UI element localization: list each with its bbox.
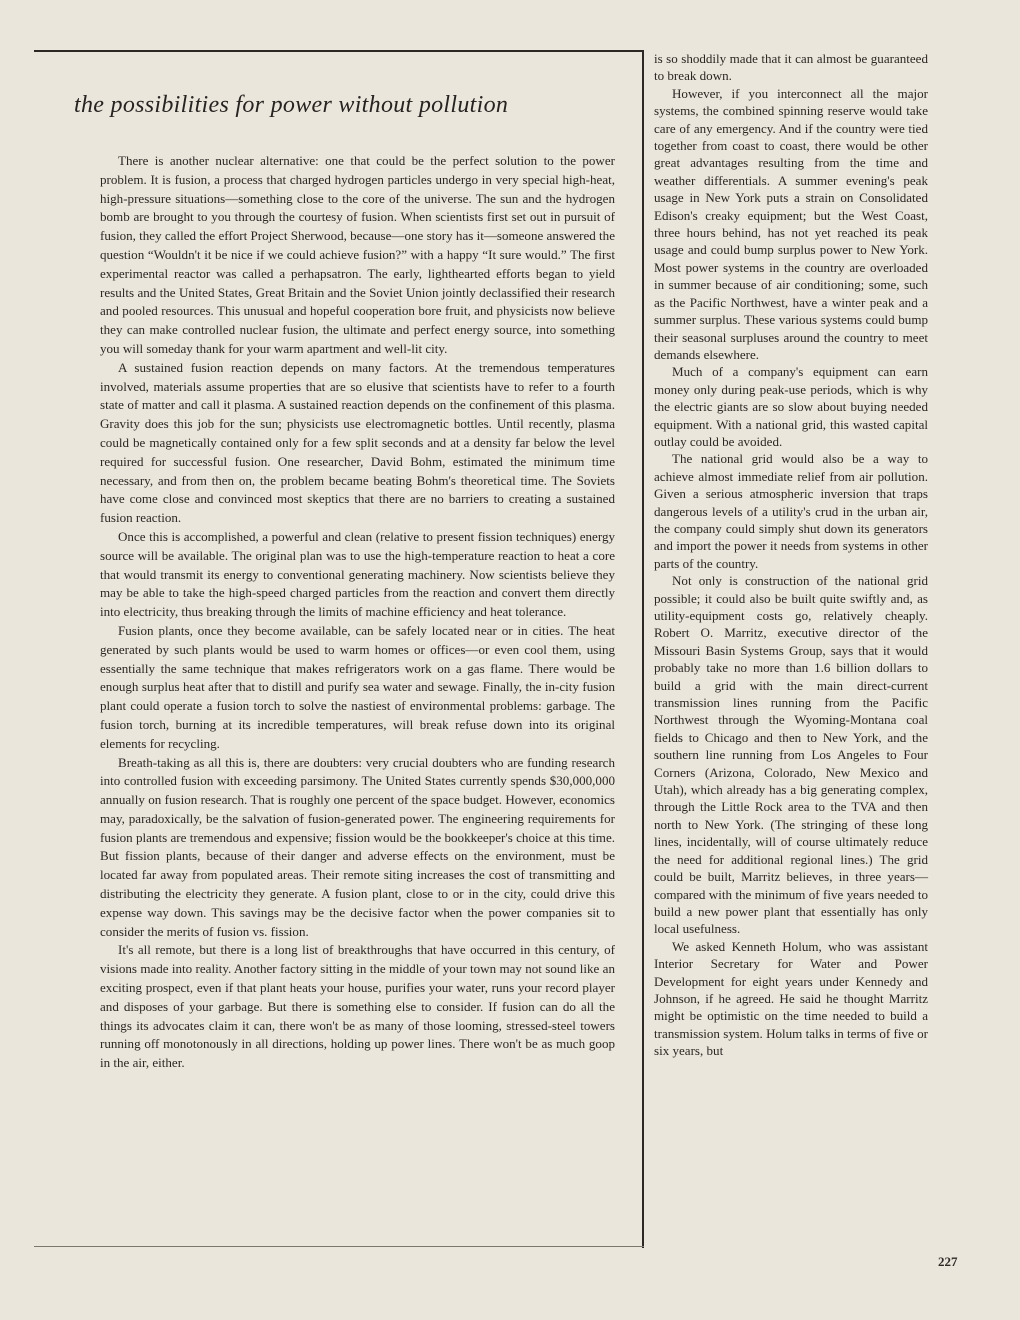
left-paragraph-2: A sustained fusion reaction depends on many factors. At the tremendous temperatures involved, materials assume properties that are so elusive that scientists have to refer to a fourth state of matter and call it plasma. A sustained reaction depends on the confinement of this plasma. Gravity does this job for the sun; physicists use electromagnetic bottles. Until recently, plasma could be magnetically contained only for a few split seconds and at a density far below the level required for successful fusion. One researcher, David Bohm, estimated the minimum time necessary, and from then on, the problem became beating Bohm's theoretical time. The Soviets have come close and convinced most skeptics that there are no barriers to creating a sustained fusion reaction. bbox=[100, 359, 615, 526]
right-paragraph-5: We asked Kenneth Holum, who was assistant Interior Secretary for Water and Power Development for eight years under Kennedy and Johnson, if he agreed. He said he thought Marritz might be optimistic on the time needed to build a transmission system. Holum talks in terms of five or six years, but bbox=[654, 938, 928, 1059]
page-number: 227 bbox=[938, 1254, 958, 1269]
column-divider-rule bbox=[642, 50, 644, 1248]
right-continuation: is so shoddily made that it can almost be guaranteed to break down. bbox=[654, 51, 928, 84]
left-paragraph-4: Fusion plants, once they become available, can be safely located near or in cities. The heat generated by such plants would be used to warm homes or offices—or even cool them, using essentially the same technique that makes refrigerators work on a gas flame. There would be enough surplus heat after that to distill and purify sea water and sewage. Finally, the in-city fusion plant could operate a fusion torch to solve the nastiest of environmental problems: garbage. The fusion torch, burning at its incredible temperatures, will break refuse down into its original elements for recycling. bbox=[100, 622, 615, 751]
right-paragraph-1: However, if you interconnect all the major systems, the combined spinning reserve would take care of any emergency. And if the country were tied together from coast to coast, there would be other great advantages resulting from the time and weather differentials. A summer evening's peak usage in New York puts a strain on Consolidated Edison's creaky equipment; but the West Coast, three hours behind, has not yet reached its peak usage and could bump surplus power to New York. Most power systems in the country are overloaded in summer because of air conditioning; some, such as the Pacific Northwest, have a winter peak and a summer surplus. These various systems could bump their seasonal surpluses around the country to meet demands elsewhere. bbox=[654, 85, 928, 362]
right-column bbox=[654, 50, 928, 1060]
right-paragraph-2: Much of a company's equipment can earn money only during peak-use periods, which is why the electric giants are so slow about buying needed equipment. With a national grid, this wasted capital outlay could be avoided. bbox=[654, 364, 928, 449]
right-paragraph-4: Not only is construction of the national grid possible; it could also be built quite swiftly and, as utility-equipment costs go, relatively cheaply. Robert O. Marritz, executive director of the Missouri Basin Systems Group, says that it would probably take no more than 1.6 billion dollars to build a grid with the main direct-current transmission lines running from the Pacific Northwest through the Wyoming-Montana coal fields to Chicago and then to New York, and the southern line running from Los Angeles to Four Corners (Arizona, Colorado, New Mexico and Utah), which already has a big generating complex, through the Little Rock area to the TVA and then north to New York. (The stringing of these long lines, incidentally, will of course ultimately reduce the need for additional regional lines.) The grid could be built, Marritz believes, in three years—compared with the minimum of five years needed to build a new power plant that essentially has only local usefulness. bbox=[654, 573, 928, 937]
top-rule bbox=[34, 50, 644, 52]
right-paragraph-3: The national grid would also be a way to achieve almost immediate relief from air pollution. Given a serious atmospheric inversion that traps dangerous levels of a utility's crud in the urban air, the company could simply shut down its generators and import the power it needs from systems in other parts of the country. bbox=[654, 451, 928, 571]
left-column bbox=[100, 152, 615, 1073]
bottom-rule bbox=[34, 1246, 644, 1247]
left-paragraph-5: Breath-taking as all this is, there are doubters: very crucial doubters who are funding research into controlled fusion with exceeding parsimony. The United States currently spends $30,000,000 annually on fusion research. That is roughly one percent of the space budget. However, economics may, paradoxically, be the salvation of fusion-generated power. The engineering requirements for fusion plants are tremendous and expensive; fission would be the bookkeeper's choice at this time. But fission plants, because of their danger and adverse effects on the environment, must be located far away from populated areas. Their remote siting increases the cost of transmitting and distributing the electricity they generate. A fusion plant, close to or in the city, could drive this expense way down. This savings may be the decisive factor when the power companies sit to consider the merits of fusion vs. fission. bbox=[100, 754, 615, 939]
article-title: the possibilities for power without pollution bbox=[74, 92, 509, 118]
left-paragraph-3: Once this is accomplished, a powerful and clean (relative to present fission techniques) energy source will be available. The original plan was to use the high-temperature reaction to heat a core that would transmit its energy to conventional generating machinery. Now scientists believe they may be able to take the high-speed charged particles from the reaction and convert them directly into electricity, thus breaking through the limits of machine efficiency and heat tolerance. bbox=[100, 528, 615, 620]
left-paragraph-1: There is another nuclear alternative: one that could be the perfect solution to the power problem. It is fusion, a process that charged hydrogen particles undergo in very special high-heat, high-pressure situations—something close to the core of the universe. The sun and the hydrogen bomb are brought to you through the courtesy of fusion. When scientists first set out in pursuit of fusion, they called the effort Project Sherwood, because—one story has it—someone answered the question “Wouldn't it be nice if we could achieve fusion?” with a happy “It sure would.” The first experimental reactor was called a perhapsatron. The early, lighthearted efforts began to yield results and the United States, Great Britain and the Soviet Union jointly declassified their research and pooled resources. This unusual and hopeful cooperation bore fruit, and physicists now believe they can make controlled nuclear fusion, the ultimate and perfect energy source, into something you will someday thank for your warm apartment and well-lit city. bbox=[100, 153, 615, 356]
left-paragraph-6: It's all remote, but there is a long list of breakthroughs that have occurred in this century, of visions made into reality. Another factory sitting in the middle of your town may not sound like an exciting prospect, even if that plant heats your house, purifies your water, runs your record player and disposes of your garbage. But there is something else to consider. If fusion can do all the things its advocates claim it can, there won't be as many of those looming, stressed-steel towers running off monotonously in all directions, holding up power lines. There won't be as much goop in the air, either. bbox=[100, 942, 615, 1071]
